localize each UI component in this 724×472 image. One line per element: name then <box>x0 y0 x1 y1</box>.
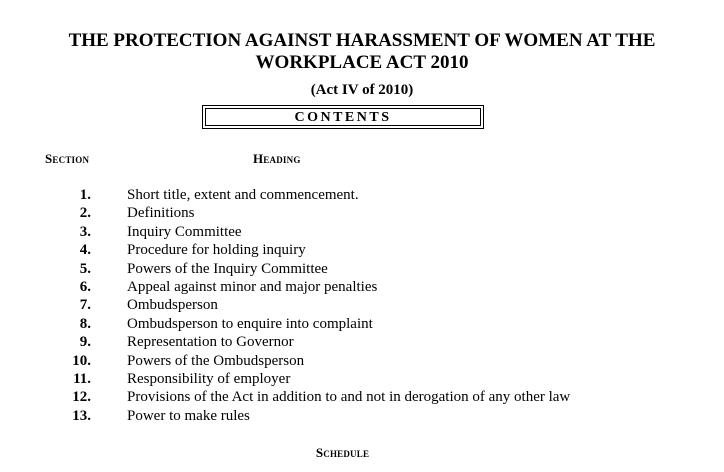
toc-entry <box>0 407 724 425</box>
section-number: 6. <box>79 278 91 295</box>
section-column-header: Section <box>45 151 90 166</box>
section-heading: Powers of the Inquiry Committee <box>127 260 328 277</box>
section-number: 10. <box>72 352 91 369</box>
section-number: 7. <box>79 297 91 314</box>
schedule-heading <box>0 444 724 462</box>
toc-entry <box>0 370 724 388</box>
section-heading: Appeal against minor and major penalties <box>127 278 378 295</box>
section-number: 8. <box>79 315 91 332</box>
section-heading: Procedure for holding inquiry <box>127 242 306 259</box>
section-heading: Power to make rules <box>127 407 250 424</box>
toc-entry <box>0 186 724 204</box>
section-number: 2. <box>79 205 91 222</box>
section-number: 1. <box>79 187 91 203</box>
contents-box <box>202 105 484 129</box>
toc-entry <box>0 315 724 333</box>
toc-entry <box>0 204 724 222</box>
document-title-line-2: WORKPLACE ACT 2010 <box>255 52 469 73</box>
toc-entry <box>0 333 724 351</box>
section-heading: Ombudsperson <box>127 297 218 314</box>
heading-column-header: Heading <box>253 151 301 166</box>
schedule-label: Schedule <box>315 445 370 460</box>
toc-entry <box>0 352 724 370</box>
toc-entry <box>0 260 724 278</box>
section-heading: Inquiry Committee <box>127 223 242 240</box>
section-heading: Ombudsperson to enquire into complaint <box>127 315 373 332</box>
toc-entry <box>0 278 724 296</box>
toc-entry <box>0 388 724 406</box>
section-number: 3. <box>79 223 91 240</box>
section-number: 5. <box>79 260 91 277</box>
toc-entry <box>0 296 724 314</box>
section-number: 4. <box>79 242 91 259</box>
section-heading: Responsibility of employer <box>127 370 291 387</box>
section-number: 13. <box>72 407 91 424</box>
section-heading: Provisions of the Act in addition to and not in derogation of any other law <box>127 389 571 406</box>
section-heading: Short title, extent and commencement. <box>127 187 359 203</box>
toc-entry <box>0 241 724 259</box>
section-heading: Representation to Governor <box>127 334 294 351</box>
document-title-line-1: THE PROTECTION AGAINST HARASSMENT OF WOMEN AT THE <box>68 30 656 51</box>
table-of-contents <box>0 186 724 425</box>
toc-entry <box>0 223 724 241</box>
section-heading: Powers of the Ombudsperson <box>127 352 305 369</box>
section-number: 9. <box>79 334 91 351</box>
section-heading: Definitions <box>127 205 195 222</box>
contents-label: CONTENTS <box>205 108 481 126</box>
section-number: 12. <box>72 389 91 406</box>
section-number: 11. <box>73 370 91 387</box>
act-number: (Act IV of 2010) <box>310 82 414 98</box>
